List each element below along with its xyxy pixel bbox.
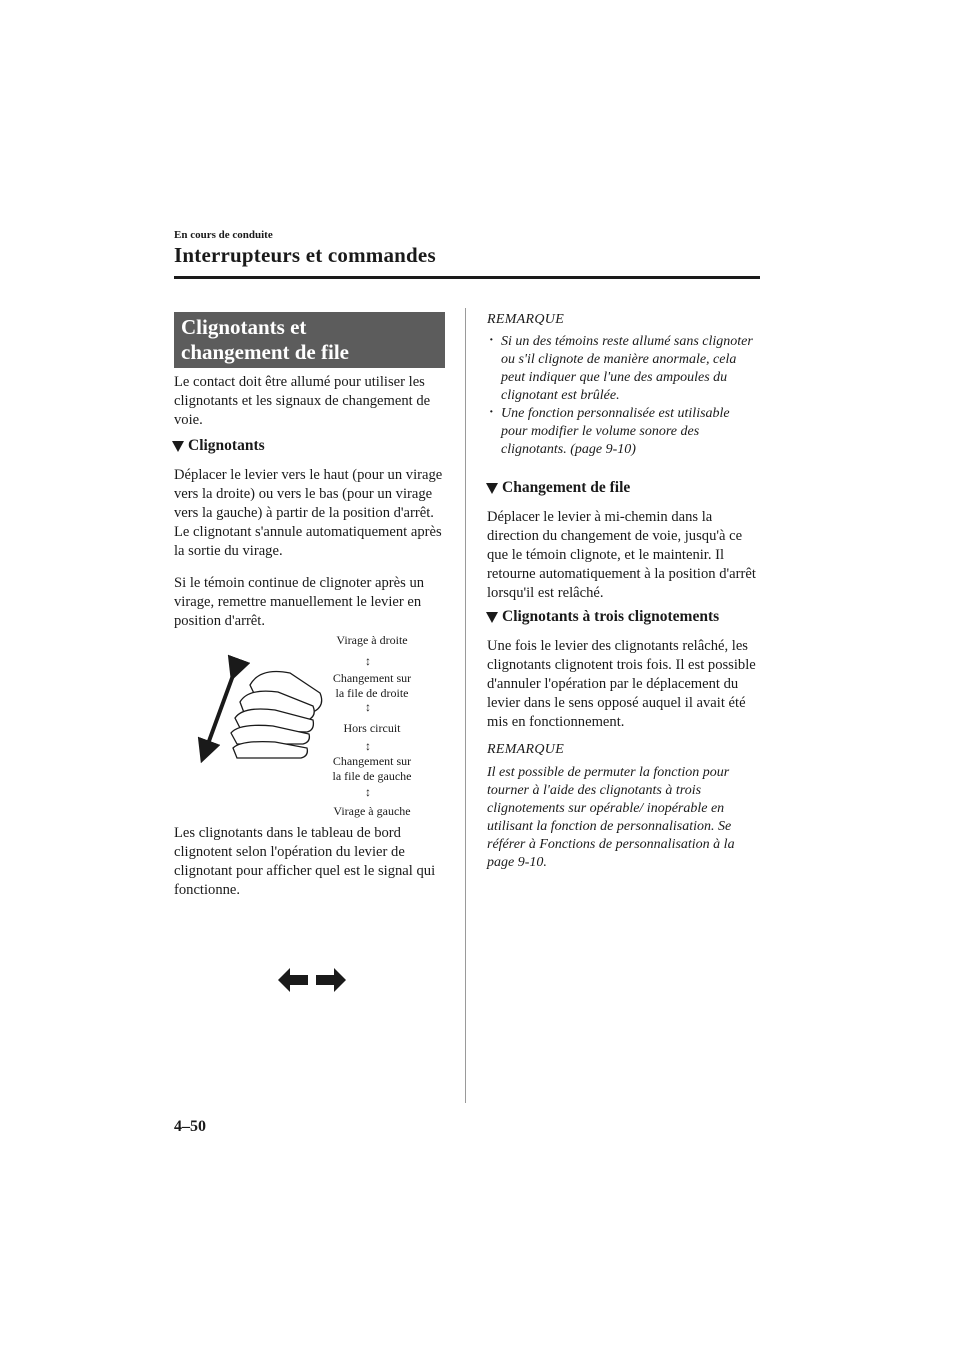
lever-illustration — [195, 630, 325, 770]
label-changement-gauche-line2: la file de gauche — [332, 769, 412, 783]
label-changement-droite — [317, 671, 427, 701]
note-label-1: REMARQUE — [487, 312, 565, 327]
left-arrow-icon — [278, 968, 308, 992]
paragraph-changement-file: Déplacer le levier à mi-chemin dans la direction du changement de voie, jusqu'à ce que le témoin clignote, et le maintenir. Il retourne automatiquement à la position d'arrêt lorsqu'il est relâché. — [487, 509, 756, 601]
label-changement-droite-line2: la file de droite — [335, 686, 409, 700]
note-label-2: REMARQUE — [487, 742, 565, 757]
note-text-2: Il est possible de permuter la fonction pour tourner à l'aide des clignotants à trois clignotements sur opérable/ inopérable en utilisant la fonction de personnalisation. Se référer à Fonctions de personnalisation à la page 9-10. — [487, 765, 735, 870]
section-banner-line2: changement de file — [181, 340, 349, 364]
note-list-1 — [487, 333, 757, 459]
section-banner-line1: Clignotants et — [181, 315, 307, 339]
label-hors-circuit: Hors circuit — [343, 721, 401, 735]
subheading-trois-clignotements — [486, 608, 719, 626]
label-virage-gauche: Virage à gauche — [333, 804, 411, 818]
subheading-changement-file-text: Changement de file — [502, 479, 631, 496]
subheading-clignotants-text: Clignotants — [188, 437, 265, 454]
lever-diagram — [195, 630, 435, 820]
paragraph-clignotants: Déplacer le levier vers le haut (pour un virage vers la droite) ou vers le bas (pour un virage vers la gauche) à partir de la position d'arrêt. Le clignotant s'annule automatiquement après la sortie du virage. — [174, 467, 443, 559]
subheading-changement-file — [486, 479, 630, 497]
arrow-updown-icon: ↕ — [365, 654, 371, 668]
note-item: · Une fonction personnalisée est utilisable pour modifier le volume sonore des clignotants. (page 9-10) — [487, 405, 757, 459]
turn-signal-indicators — [276, 965, 348, 995]
triangle-down-icon — [486, 483, 498, 494]
column-divider — [465, 308, 466, 1103]
arrow-updown-icon: ↕ — [365, 785, 371, 799]
page-title: Interrupteurs et commandes — [174, 243, 436, 267]
section-banner — [174, 312, 445, 368]
label-changement-droite-line1: Changement sur — [332, 671, 412, 685]
intro-paragraph: Le contact doit être allumé pour utiliser les clignotants et les signaux de changement de voie. — [174, 374, 431, 428]
label-changement-gauche-line1: Changement sur — [332, 754, 412, 768]
breadcrumb: En cours de conduite — [174, 229, 273, 241]
arrow-updown-icon: ↕ — [365, 739, 371, 753]
label-changement-gauche — [317, 754, 427, 784]
movement-arrow-icon — [205, 670, 235, 752]
paragraph-trois-clignotements: Une fois le levier des clignotants relâché, les clignotants clignotent trois fois. Il est possible d'annuler l'opération par le déplacement du levier dans le sens opposé auquel il avait été mis en fonctionnement. — [487, 638, 756, 730]
triangle-down-icon — [172, 441, 184, 452]
note-item: · Si un des témoins reste allumé sans clignoter ou s'il clignote de manière anormale, cela peut indiquer que l'une des ampoules du clignotant est brûlée. — [487, 333, 757, 405]
right-arrow-icon — [316, 968, 346, 992]
subheading-trois-clignotements-text: Clignotants à trois clignotements — [502, 608, 720, 625]
paragraph-tableau-bord: Les clignotants dans le tableau de bord clignotent selon l'opération du levier de clignotant pour afficher quel est le signal qui fonctionne. — [174, 825, 436, 898]
page-number: 4–50 — [174, 1118, 206, 1135]
arrow-updown-icon: ↕ — [365, 700, 371, 714]
title-rule — [174, 276, 760, 279]
triangle-down-icon — [486, 612, 498, 623]
paragraph-temoin: Si le témoin continue de clignoter après un virage, remettre manuellement le levier en position d'arrêt. — [174, 575, 425, 629]
subheading-clignotants — [172, 437, 265, 455]
label-virage-droite: Virage à droite — [336, 633, 408, 647]
